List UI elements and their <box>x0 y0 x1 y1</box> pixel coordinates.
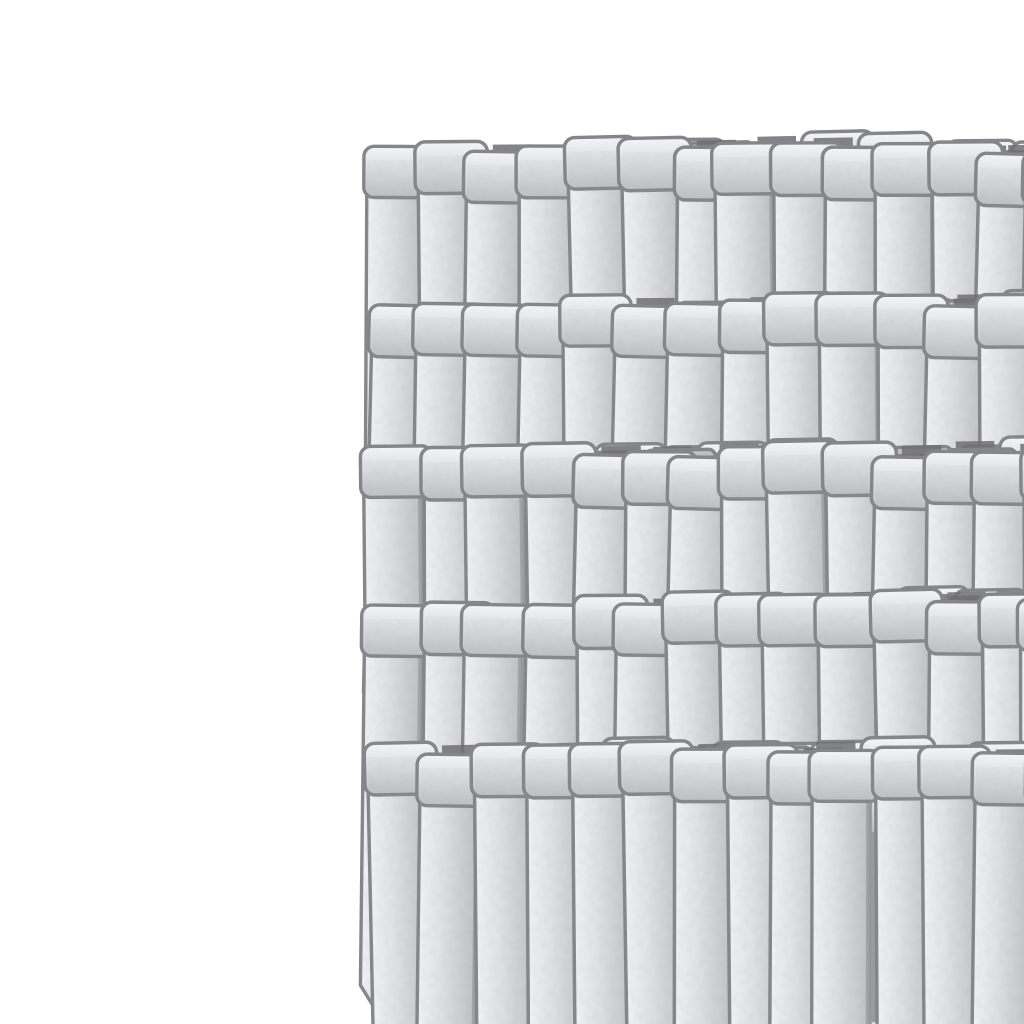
terminal-instances <box>346 126 1024 1024</box>
